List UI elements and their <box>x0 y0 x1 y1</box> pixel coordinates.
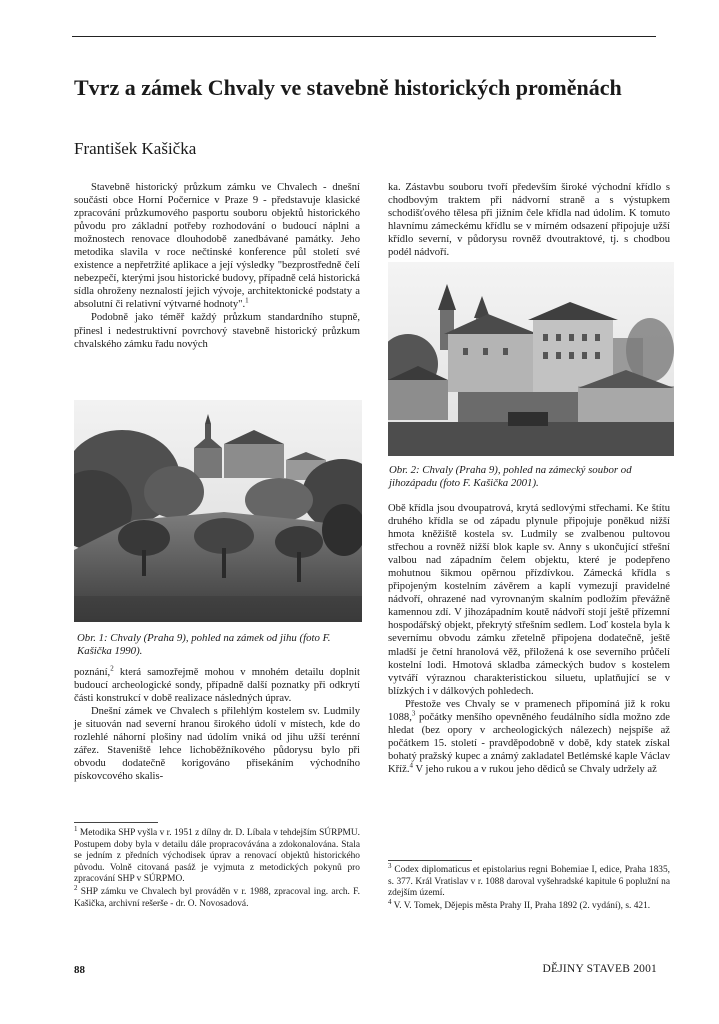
paragraph-continued: ka. Zástavbu souboru tvoří především široké východní křídlo s chodbovým traktem při nádvorní straně a s výstupkem schodišťového tělesa při jižním čele křídla nad údolím. K tomuto hlavnímu zámeckému křídlu se v mírném odsazení připojuje užší křídlo severní, v půdorysu rovněž dvoutraktové, tj. s chodbou podél nádvoří. <box>388 182 670 259</box>
figure-1-photo <box>74 400 362 622</box>
intro-paragraph: Stavebně historický průzkum zámku ve Chvalech - dnešní součásti obce Horní Počernice v Praze 9 - představuje klasické zpracování průzkumového pasportu souboru objektů historického původu pro základní potřeby rozhodování o budoucí náplni a možnostech renovace dlouhodobě zanedbávané památky. Jeho metodika slavila v roce nečtinské konference půl století své existence a nepřetržité aplikace a její výsledky "bezprostředně čelí nebezpečí, kterými jsou historické budovy, případně celá historická sídla ohroženy neznalostí jejich vývoje, architektonické podstaty a absolutní či relativní výtvarné hodnoty".$^1$ <box>74 182 360 311</box>
right-column-upper <box>388 181 670 259</box>
footnote: $^3$ Codex diplomaticus et epistolarius regni Bohemiae I, edice, Praha 1835, s. 377. Král Vratislav v r. 1088 daroval vyšehradské kapitule 6 poplužní na zdejším území. <box>388 861 670 899</box>
paragraph: Obě křídla jsou dvoupatrová, krytá sedlovými střechami. Ke štítu druhého křídla se od západu plynule připojuje poněkud nižší hmota kněžiště kostela sv. Ludmily se zvalbenou pultovou střechou a rovněž nižší blok kaple sv. Anny s ukončující střešní valbou nad západním čelem objektu, které je podepřeno mohutnou šikmou opěrnou přízdívkou. Zámecká křídla s připojeným kostelním závěrem a kaplí vymezují pravidelné nádvoří, ohrazené nad vyrovnaným skalním podložím převážně kamennou zdí. V jihozápadním koutě nádvoří stojí ještě přízemní hospodářský objekt, překrytý střešním sedlem. Loď kostela byla k severnímu obvodu zámku zřetelně připojena dodatečně, ještě mladší je četní hranolová věž, přiložená k ose severního průčelí kostelní lodi. Hmotová skladba zámeckých budov s kostelem vytváří výraznou charakteristickou siluetu, uplatňující se v blízkých i v dálkových pohledech. <box>388 503 670 697</box>
right-column-lower <box>388 502 670 776</box>
left-column-upper <box>74 181 360 351</box>
footnote: $^2$ SHP zámku ve Chvalech byl prováděn v r. 1988, zpracoval ing. arch. F. Kašička, archivní rešerše - dr. O. Novosadová. <box>74 883 360 909</box>
castle-from-south-image <box>74 400 362 622</box>
footnote-ref: 4 <box>409 761 413 770</box>
footnotes-left <box>74 824 360 911</box>
figure-2-photo <box>388 262 674 456</box>
footnote-ref: 2 <box>110 664 114 673</box>
figure-1-caption: Obr. 1: Chvaly (Praha 9), pohled na zámek od jihu (foto F. Kašička 1990). <box>77 632 331 657</box>
footnote: $^4$ V. V. Tomek, Dějepis města Prahy II, Praha 1892 (2. vydání), s. 421. <box>388 897 651 911</box>
figure-2-caption: Obr. 2: Chvaly (Praha 9), pohled na zámecký soubor od jihozápadu (foto F. Kašička 2001). <box>389 464 632 489</box>
footnotes-right <box>388 861 670 913</box>
castle-from-southwest-image <box>388 262 674 456</box>
paragraph: Dnešní zámek ve Chvalech s přilehlým kostelem sv. Ludmily je situován nad severní hranou širokého údolí v místech, kde do rozlehlé náhorní plošiny nad údolím vniká od jihu užší terénní zářez. Staveniště lehce lichoběžníkového půdorysu bylo při obvodu dodatečně korigováno přisekáním východního pískovcového skalis- <box>74 706 360 783</box>
header-rule <box>72 36 656 37</box>
article-title: Tvrz a zámek Chvaly ve stavebně historických proměnách <box>74 75 622 100</box>
footnote: $^1$ Metodika SHP vyšla v r. 1951 z dílny dr. D. Líbala v tehdejším SÚRPMU. Postupem doby byla v detailu dále propracovávána a zdokonalována. Stala se jedním z předních východisek úprav a renovací objektů historického původu. Volně citovaná pasáž je vyjmuta z metodických pokynů pro zpracování SHP v SÚRPMO. <box>74 824 360 885</box>
paragraph: Podobně jako téměř každý průzkum standardního stupně, přinesl i nedestruktivní povrchový stavebně historický průzkum chvalského zámku řadu nových <box>74 312 360 350</box>
paragraph: Přestože ves Chvaly se v pramenech připomíná již k roku 1088,$^3$ počátky menšího opevněného feudálního sídla možno zde hledat (bez opory v archeologických nálezech) nejspíše až počátkem 15. století - pravděpodobně v době, kdy statek získal bohatý pražský kupec a známý zakladatel Betlémské kaple Václav Kříž.$^4$ V jeho rukou a v rukou jeho dědiců se Chvaly udržely až <box>388 698 670 775</box>
footnote-ref: 3 <box>411 709 416 718</box>
article-author: František Kašička <box>74 139 197 158</box>
journal-name: DĚJINY STAVEB 2001 <box>542 963 657 975</box>
page-number: 88 <box>74 964 85 976</box>
footnote-ref: 1 <box>245 296 249 305</box>
footnote-rule-right <box>388 860 472 861</box>
left-column-lower <box>74 666 360 783</box>
footnote-rule-left <box>74 822 158 823</box>
paragraph-continued: poznání,$^2$ která samozřejmě mohou v mnohém detailu doplnit budoucí archeologické sondy, případně další poznatky při odkrytí části konstrukcí v době realizace následných úprav. <box>74 664 360 705</box>
